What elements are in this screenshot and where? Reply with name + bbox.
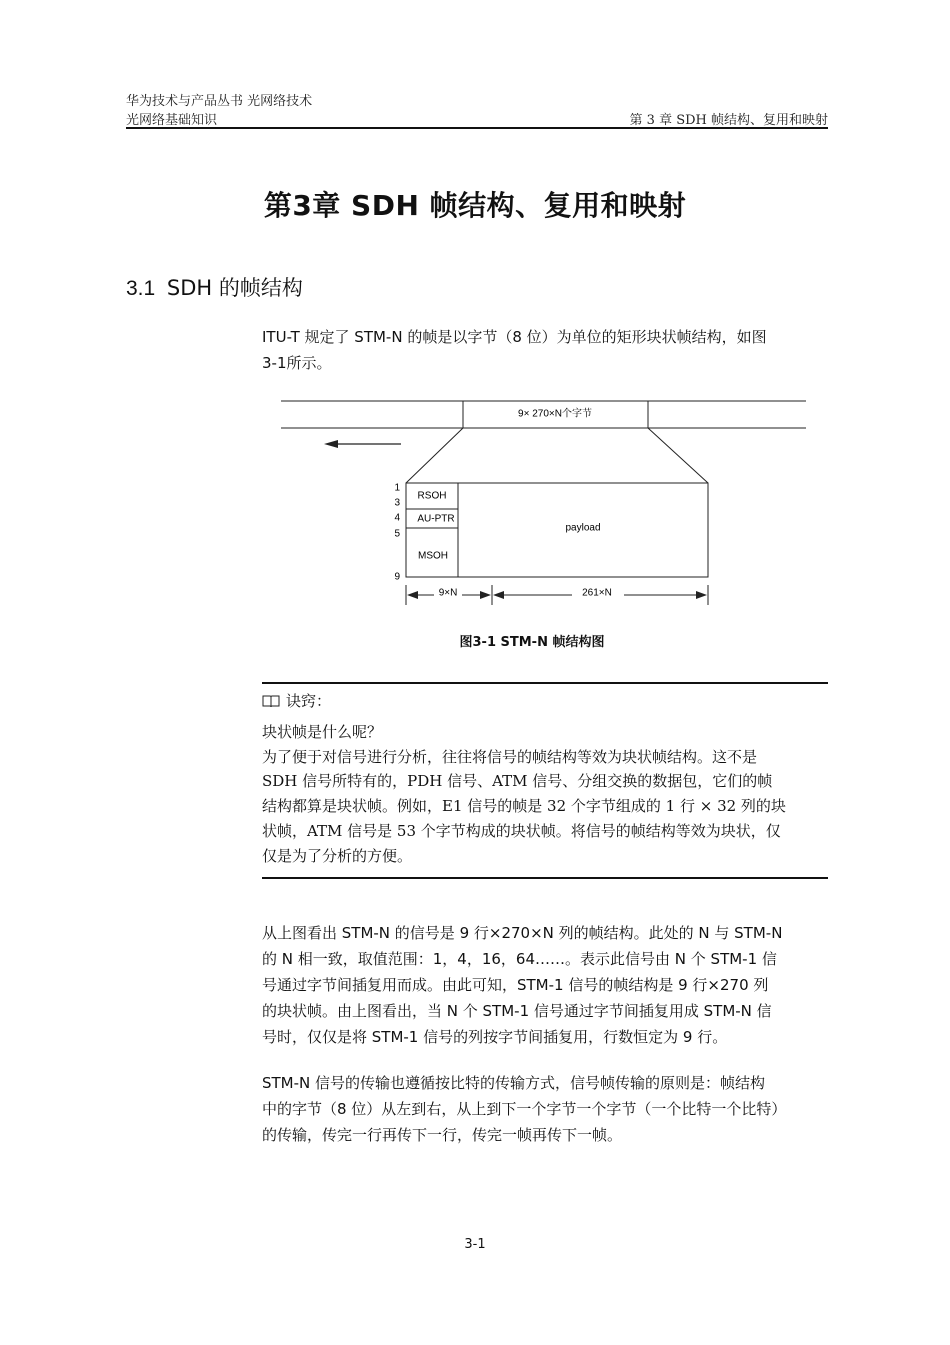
paragraph-line: 号通过字节间插复用而成。由此可知，STM-1 信号的帧结构是 9 行×270 列	[262, 976, 769, 994]
payload-label: payload	[565, 522, 601, 534]
tip-line: 仅是为了分析的方便。	[262, 846, 413, 865]
intro-line: ITU-T 规定了 STM-N 的帧是以字节（8 位）为单位的矩形块状帧结构，如图	[262, 328, 767, 346]
tip-heading-text: 诀窍：	[286, 692, 332, 710]
direction-arrow-head	[324, 440, 338, 448]
header-book-title: 光网络基础知识	[126, 113, 218, 128]
dim-arrowhead	[696, 591, 707, 599]
paragraph-line: 的 N 相一致，取值范围：1，4，16，64……。表示此信号由 N 个 STM-1 信	[262, 950, 777, 968]
chapter-title: 第3章 SDH 帧结构、复用和映射	[263, 189, 687, 222]
tip-line: 状帧，ATM 信号是 53 个字节构成的块状帧。将信号的帧结构等效为块状，仅	[262, 821, 781, 840]
header-chapter-ref: 第 3 章 SDH 帧结构、复用和映射	[629, 113, 828, 128]
dim-arrowhead	[480, 591, 491, 599]
rsoh-label: RSOH	[417, 490, 447, 502]
zoom-line-left	[406, 428, 463, 483]
intro-line: 3-1所示。	[262, 354, 332, 372]
dim-arrowhead	[407, 591, 418, 599]
page-number: 3-1	[464, 1237, 486, 1252]
tip-body	[262, 720, 828, 868]
book-icon	[262, 694, 280, 708]
section-title-text: SDH 的帧结构	[166, 276, 303, 300]
dim-label-right: 261×N	[582, 587, 612, 599]
paragraph-line: 的传输，传完一行再传下一行，传完一帧再传下一帧。	[262, 1126, 623, 1144]
tip-rule-top	[262, 682, 828, 684]
paragraph-line: 从上图看出 STM-N 的信号是 9 行×270×N 列的帧结构。此处的 N 与 STM-N	[262, 924, 783, 942]
tip-heading	[262, 690, 331, 711]
paragraph-line: 的块状帧。由上图看出，当 N 个 STM-1 信号通过字节间插复用成 STM-N 信	[262, 1002, 772, 1020]
tip-line: 为了便于对信号进行分析，往往将信号的帧结构等效为块状帧结构。这不是	[262, 747, 758, 766]
figure-caption: 图3-1 STM-N 帧结构图	[459, 635, 605, 650]
section-number: 3.1	[126, 277, 156, 300]
frame-block	[406, 483, 708, 577]
frame-size-label: 9× 270×N个字节	[518, 408, 592, 420]
au-ptr-label: AU-PTR	[417, 513, 455, 525]
row-label: 4	[394, 512, 400, 524]
tip-line: 结构都算是块状帧。例如，E1 信号的帧是 32 个字节组成的 1 行 × 32 列的块	[262, 797, 786, 816]
dim-label-left: 9×N	[438, 587, 458, 599]
paragraph-line: STM-N 信号的传输也遵循按比特的传输方式，信号帧传输的原则是：帧结构	[262, 1074, 766, 1092]
paragraph-frame-structure	[262, 920, 828, 1050]
paragraph-line: 中的字节（8 位）从左到右，从上到下一个字节一个字节（一个比特一个比特）	[262, 1100, 787, 1118]
row-label: 1	[394, 482, 400, 494]
zoom-line-right	[648, 428, 708, 483]
tip-question: 块状帧是什么呢？	[262, 723, 383, 741]
header-book-series: 华为技术与产品丛书 光网络技术	[126, 94, 313, 109]
tip-line: SDH 信号所特有的，PDH 信号、ATM 信号、分组交换的数据包，它们的帧	[262, 772, 773, 791]
paragraph-line: 号时，仅仅是将 STM-1 信号的列按字节间插复用，行数恒定为 9 行。	[262, 1028, 728, 1046]
dim-arrowhead	[493, 591, 504, 599]
tip-rule-bottom	[262, 877, 828, 879]
row-label: 9	[394, 571, 400, 583]
row-label: 5	[394, 528, 400, 540]
row-label: 3	[394, 497, 400, 509]
stm-n-frame-figure	[0, 0, 950, 640]
paragraph-transmission	[262, 1070, 828, 1148]
msoh-label: MSOH	[418, 550, 448, 562]
